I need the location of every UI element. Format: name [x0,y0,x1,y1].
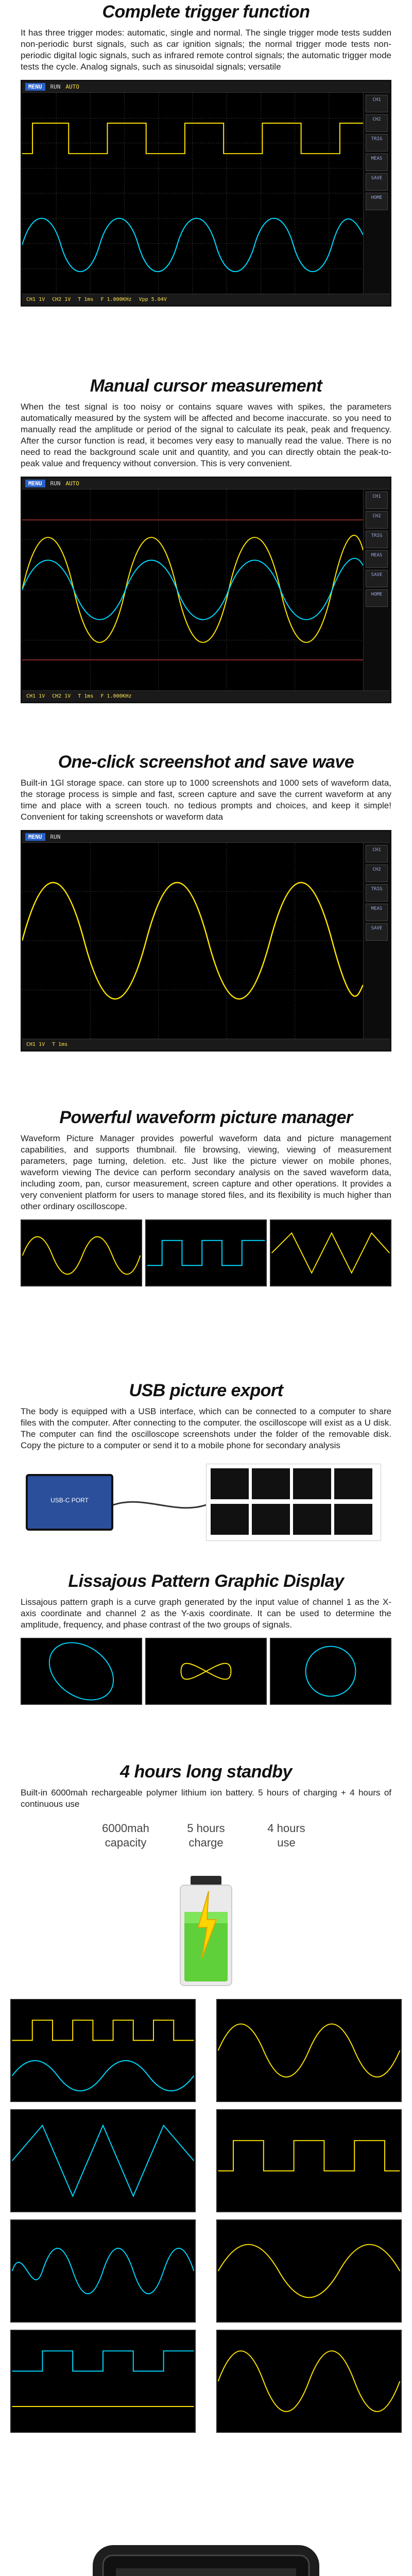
waveform-grid [22,843,363,1039]
side-button[interactable]: CH1 [366,845,388,862]
scope-side-panel [363,843,390,1039]
trigger-mode: AUTO [65,480,79,487]
usb-label: USB-C PORT [50,1497,89,1504]
battery-stats [21,1821,391,1850]
section-title: Complete trigger function [102,2,310,22]
stat-value: 6000mah [102,1822,149,1835]
side-button[interactable]: SAVE [366,173,388,191]
scope-top-bar [22,832,390,843]
run-status: RUN [50,83,61,90]
footer-readout: T 1ms [78,693,94,699]
side-button[interactable]: HOME [366,193,388,210]
oscilloscope-screen [21,80,391,307]
scope-footer [22,690,390,702]
stat-item [255,1821,317,1850]
menu-button[interactable]: MENU [25,833,45,841]
waveform-svg [22,93,363,294]
oscilloscope-screen [21,830,391,1052]
file-thumbnail[interactable] [211,1468,249,1499]
file-browser [206,1464,381,1541]
side-button[interactable]: CH1 [366,492,388,509]
scope-side-panel [363,489,390,690]
side-button[interactable]: TRIG [366,134,388,151]
file-thumbnail[interactable] [252,1504,290,1535]
stat-item [175,1821,237,1850]
gallery-screen [10,2219,196,2323]
section-title: Manual cursor measurement [90,376,322,396]
file-thumbnail[interactable] [334,1504,372,1535]
section-text: When the test signal is too noisy or contains square waves with spikes, the parameters automatically measured by the system will be affected and become inaccurate. so you need to manually read the amplitude or period of the signal to calculate its peak, peak and frequency. After the cursor function is read, it becomes very easy to manually read the value. There is no need to read the background scale unit and quantity, and you can directly obtain the peak-to-peak value and frequency without conversion. This is very convenient. [21,402,391,468]
waveform-grid [22,93,363,294]
footer-readout: CH2 1V [52,297,71,302]
gallery [10,1999,402,2433]
waveform-thumbnail[interactable] [145,1219,267,1286]
footer-readout: T 1ms [52,1042,68,1047]
section-text: Lissajous pattern graph is a curve graph generated by the input value of channel 1 as the X-axis coordinate and channel 2 as the Y-axis coordinate. It can be used to determine the amplitude, frequency, and phase contrast of the two groups of signals. [21,1597,391,1630]
section-trigger [0,0,412,307]
section-text: Waveform Picture Manager provides powerful waveform data and picture management capabilities, and supports thumbnail. file browsing, viewing, viewing of measurement parameters, page turning, deletion. etc. Just like the picture viewer on mobile phones, waveform viewing The device can perform secondary analysis on the saved waveform data, including zoom, pan, cursor measurement, screen capture and other operations. It provides a very convenient platform for users to manage stored files, and its flexibility is much higher than other ordinary oscilloscope. [21,1133,391,1211]
section-title: USB picture export [129,1381,283,1400]
lissajous-thumbnail [270,1638,391,1705]
trigger-mode: AUTO [65,83,79,90]
footer-readout: Vpp 5.04V [139,297,167,302]
section-title: Powerful waveform picture manager [59,1108,353,1127]
side-button[interactable]: CH2 [366,114,388,132]
thumbnail-grid [21,1219,391,1286]
stat-value: 5 hours [187,1822,225,1835]
section-title: 4 hours long standby [120,1762,292,1782]
section-standby [0,1762,412,1989]
section-lissajous [0,1571,412,1705]
scope-top-bar [22,81,390,93]
section-export [0,1381,412,1546]
laptop-screen [26,1474,113,1531]
stat-item [95,1821,157,1850]
side-button[interactable]: MEAS [366,904,388,921]
waveform-grid [22,489,363,690]
footer-readout: CH1 1V [26,693,45,699]
side-button[interactable]: TRIG [366,531,388,548]
ch2-trace [22,558,363,620]
gallery-screen [216,2219,402,2323]
section-text: It has three trigger modes: automatic, single and normal. The single trigger mode tests sudden non-periodic burst signals, such as car ignition signals; the normal trigger mode tests non-periodic digital logic signals, such as infrared remote control signals; the automatic trigger mode tests the cycle. Analog signals, such as sinusoidal signals; versatile [21,28,391,72]
menu-button[interactable]: MENU [25,480,45,487]
gallery-screen [10,2330,196,2433]
footer-readout: T 1ms [78,297,94,302]
side-button[interactable]: MEAS [366,550,388,568]
side-button[interactable]: TRIG [366,884,388,902]
side-button[interactable]: CH1 [366,95,388,112]
gallery-screen [10,2109,196,2212]
file-thumbnail[interactable] [334,1468,372,1499]
stat-value: 4 hours [267,1822,305,1835]
side-button[interactable]: HOME [366,589,388,607]
scope-top-bar [22,478,390,489]
gallery-screen [216,2330,402,2433]
section-title: One-click screenshot and save wave [58,752,354,772]
battery-icon [154,1871,258,1989]
run-status: RUN [50,480,61,487]
gallery-screen [10,1999,196,2102]
stat-label: charge [188,1836,224,1849]
usb-illustration [21,1459,391,1546]
gallery-screen [216,2109,402,2212]
section-manager [0,1108,412,1286]
menu-button[interactable]: MENU [25,83,45,91]
file-thumbnail[interactable] [293,1504,331,1535]
waveform-thumbnail[interactable] [270,1219,391,1286]
stat-label: use [277,1836,296,1849]
footer-readout: CH1 1V [26,297,45,302]
product-photo [21,2483,391,2576]
waveform-svg [22,843,363,1039]
stat-label: capacity [105,1836,147,1849]
section-screenshot [0,752,412,1052]
side-button[interactable]: SAVE [366,923,388,941]
side-button[interactable]: MEAS [366,154,388,171]
lissajous-thumbnail [145,1638,267,1705]
file-thumbnail[interactable] [293,1468,331,1499]
scope-side-panel [363,93,390,294]
waveform-svg [22,489,363,690]
file-thumbnail[interactable] [252,1468,290,1499]
footer-readout: CH2 1V [52,693,71,699]
scope-footer [22,1039,390,1050]
section-text: Built-in 1Gl storage space. can store up to 1000 screenshots and 1000 sets of waveform data, the storage process is simple and fast, screen capture and save the current waveform at any time and place with a screen touch. no tedious prompts and choices, and keep it simple! Convenient for taking screenshots or waveform data [21,778,391,822]
lissajous-grid [21,1638,391,1705]
lissajous-thumbnail [21,1638,142,1705]
footer-readout: F 1.000KHz [100,693,132,699]
cable-icon [113,1495,206,1515]
scope-footer [22,294,390,305]
side-button[interactable]: CH2 [366,865,388,882]
oscilloscope-screen [21,477,391,703]
section-text: The body is equipped with a USB interface, which can be connected to a computer to share files with the computer. After connecting to the computer. the oscilloscope will exist as a U disk. The computer can find the oscilloscope screenshots under the folder of the removable disk. Copy the picture to a computer or send it to a mobile phone for secondary analysis [21,1406,391,1450]
section-text: Built-in 6000mah rechargeable polymer lithium ion battery. 5 hours of charging + 4 hours of continuous use [21,1788,391,1809]
waveform-thumbnail[interactable] [21,1219,142,1286]
footer-readout: F 1.000KHz [100,297,132,302]
section-title: Lissajous Pattern Graphic Display [68,1571,344,1591]
run-status: RUN [50,834,61,840]
file-thumbnail[interactable] [211,1504,249,1535]
footer-readout: CH1 1V [26,1042,45,1047]
side-button[interactable]: CH2 [366,511,388,529]
gallery-screen [216,1999,402,2102]
side-button[interactable]: SAVE [366,570,388,587]
section-cursor [0,376,412,703]
